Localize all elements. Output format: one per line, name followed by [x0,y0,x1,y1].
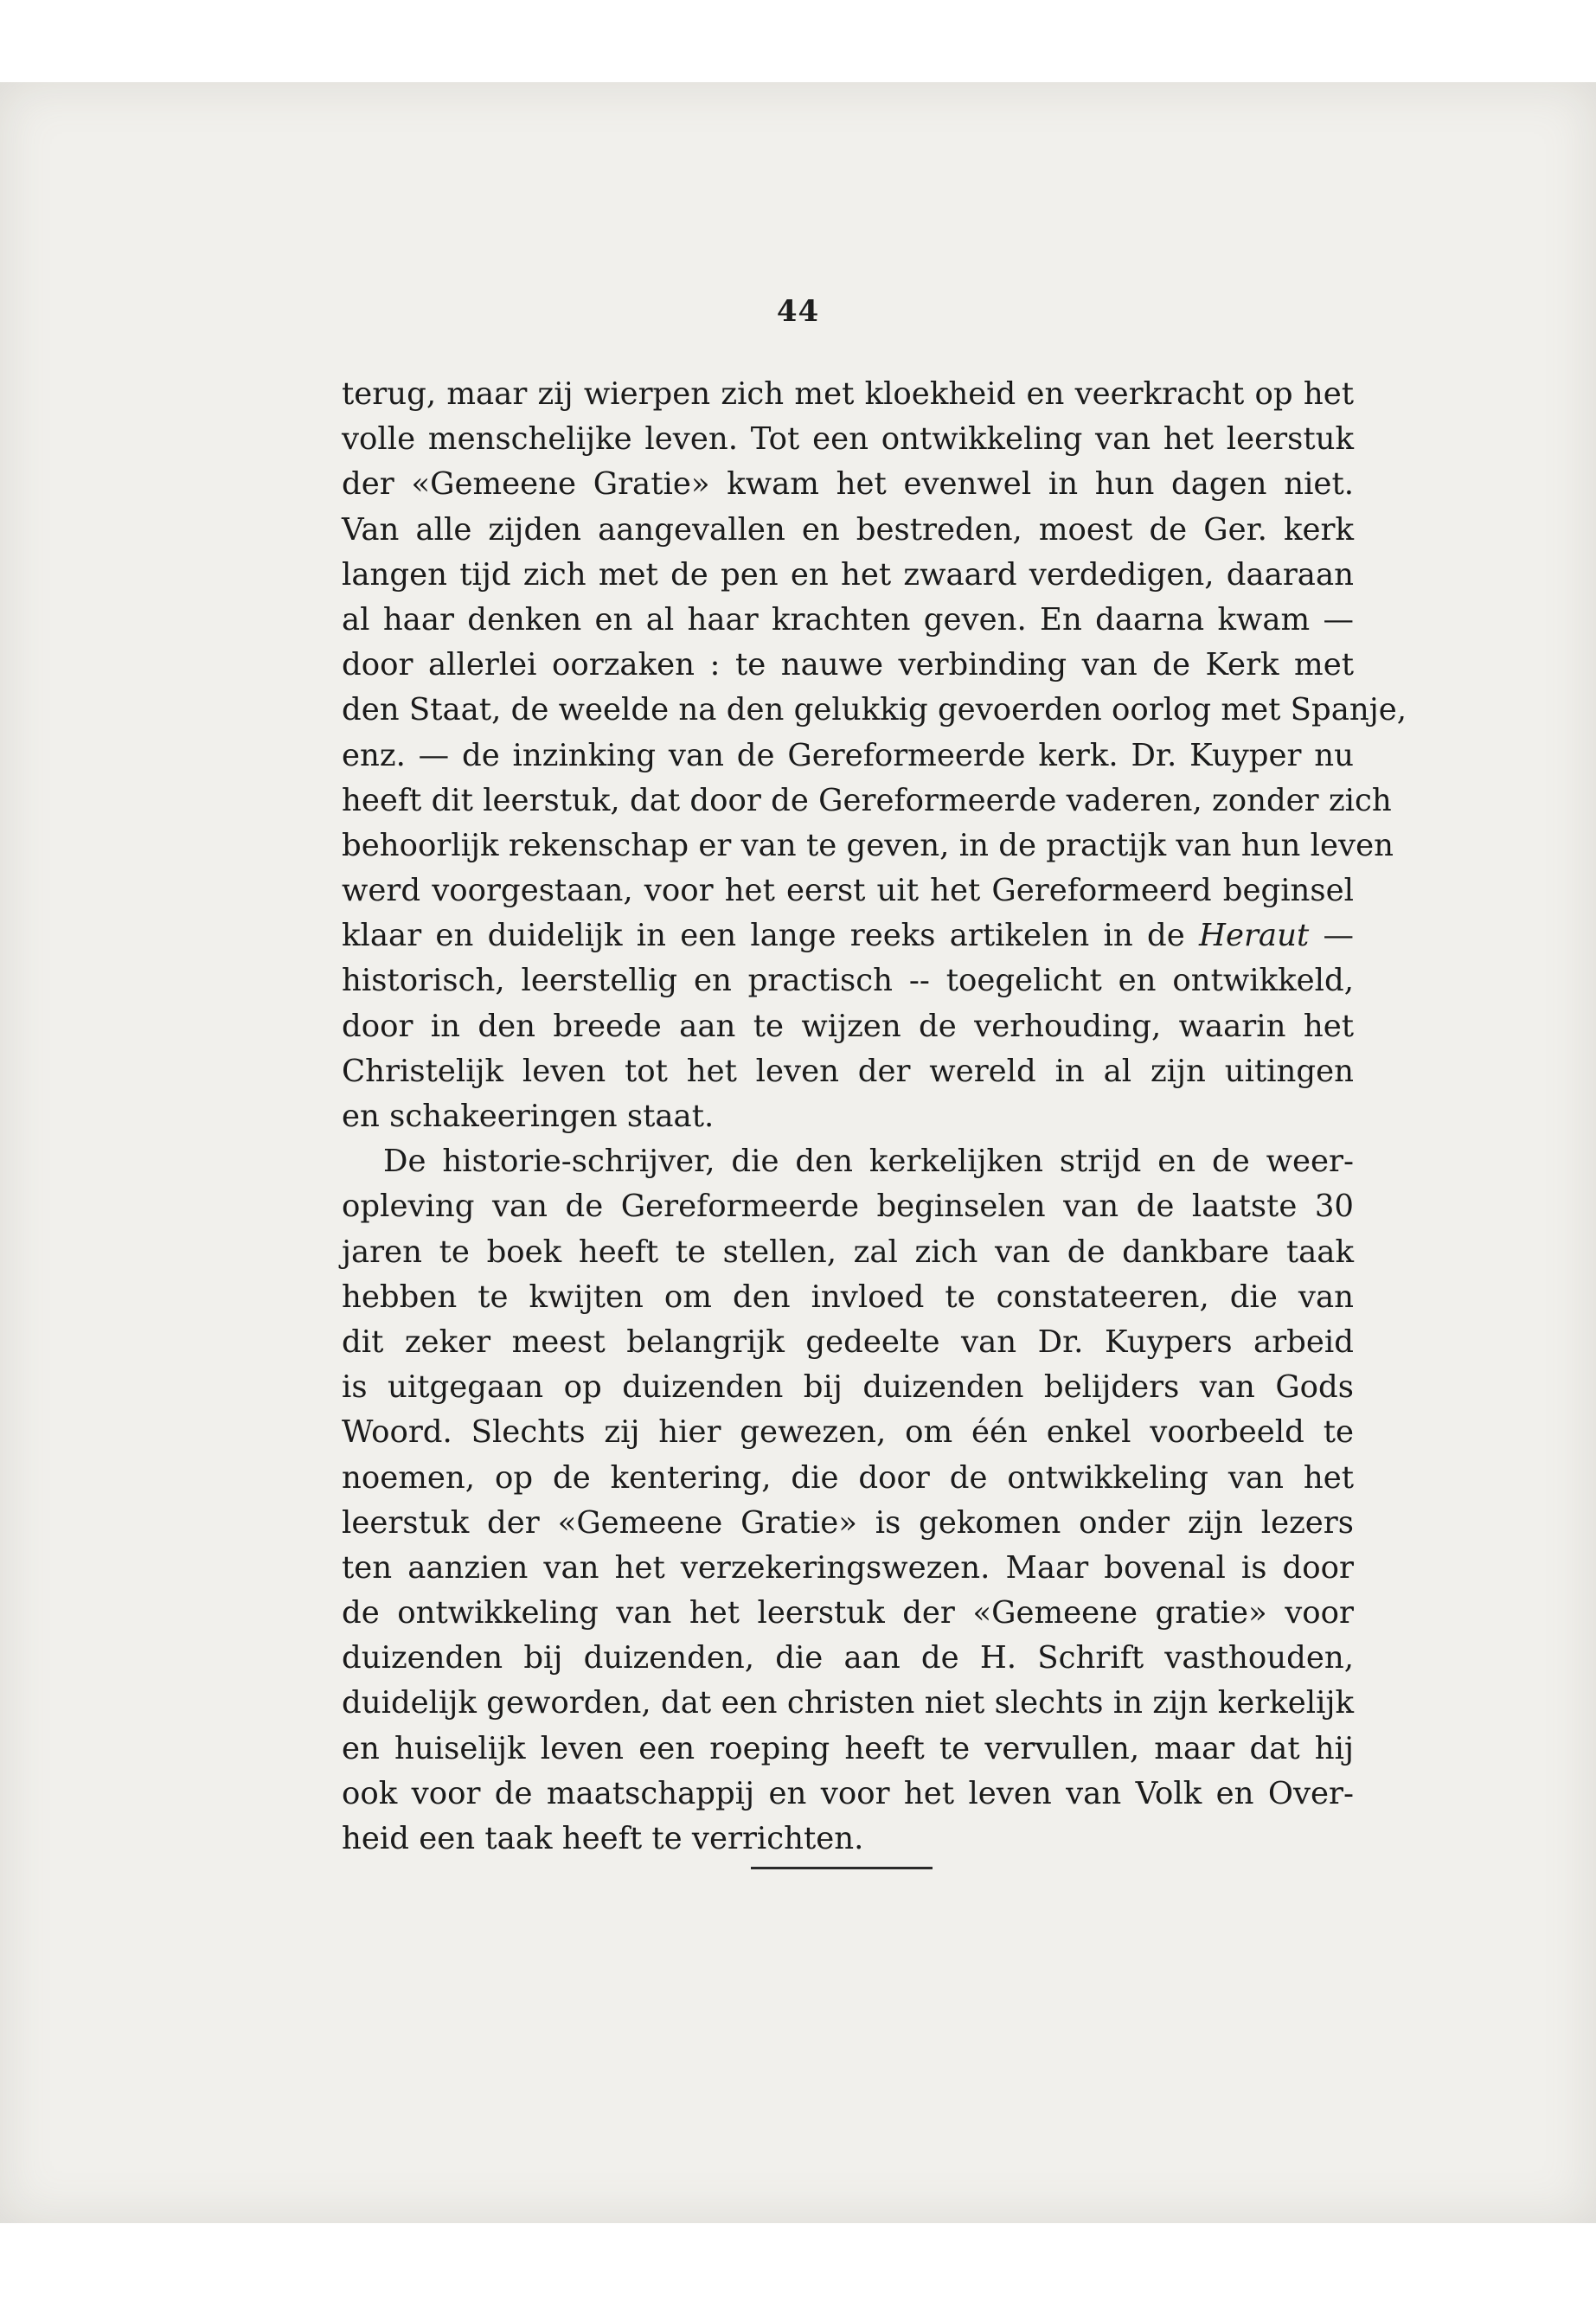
text-line: De historie-schrijver, die den kerkelijken strijd en de weer- [383,1144,1354,1180]
text-line: der «Gemeene Gratie» kwam het evenwel in hun dagen niet. [342,466,1354,503]
text-line: heid een taak heeft te verrichten. [342,1821,864,1856]
end-rule [751,1867,933,1869]
text-line: Christelijk leven tot het leven der wereld in al zijn uitingen [342,1053,1354,1089]
text-line: noemen, op de kentering, die door de ontwikkeling van het [342,1459,1354,1496]
text-line: hebben te kwijten om den invloed te constateeren, die van [342,1279,1354,1315]
text-line: volle menschelijke leven. Tot een ontwikkeling van het leerstuk [342,421,1354,458]
text-line: behoorlijk rekenschap er van te geven, in de practijk van hun leven [342,827,1394,863]
text-line: ten aanzien van het verzekeringswezen. Maar bovenal is door [342,1549,1354,1586]
text-line: en schakeeringen staat. [342,1099,715,1134]
text-line: al haar denken en al haar krachten geven. En daarna kwam — [342,601,1354,638]
text-line: den Staat, de weelde na den gelukkig gevoerden oorlog met Spanje, [342,692,1407,728]
text-line: enz. — de inzinking van de Gereformeerde kerk. Dr. Kuyper nu [342,737,1354,773]
italic-word: Heraut [1198,918,1310,954]
text-line: jaren te boek heeft te stellen, zal zich van de dankbare taak [342,1234,1354,1270]
text-line: leerstuk der «Gemeene Gratie» is gekomen onder zijn lezers [342,1504,1354,1541]
text-line: klaar en duidelijk in een lange reeks artikelen in de Heraut — [342,918,1354,954]
text-line: opleving van de Gereformeerde beginselen van de laatste 30 [342,1189,1354,1225]
text-line: dit zeker meest belangrijk gedeelte van Dr. Kuypers arbeid [342,1324,1354,1360]
text-line: duizenden bij duizenden, die aan de H. Schrift vasthouden, [342,1640,1354,1676]
text-line: Van alle zijden aangevallen en bestreden, moest de Ger. kerk [342,511,1354,548]
text-line: Woord. Slechts zij hier gewezen, om één enkel voorbeeld te [342,1414,1354,1451]
text-line: heeft dit leerstuk, dat door de Gereformeerde vaderen, zonder zich [342,782,1392,818]
text-line: de ontwikkeling van het leerstuk der «Gemeene gratie» voor [342,1595,1354,1631]
text-line: werd voorgestaan, voor het eerst uit het Gereformeerd beginsel [342,873,1354,909]
text-line: en huiselijk leven een roeping heeft te vervullen, maar dat hij [342,1730,1354,1766]
text-line: duidelijk geworden, dat een christen niet slechts in zijn kerkelijk [342,1685,1354,1721]
page-number: 44 [776,294,820,329]
text-line: ook voor de maatschappij en voor het leven van Volk en Over- [342,1775,1354,1811]
text-line: terug, maar zij wierpen zich met kloekheid en veerkracht op het [342,376,1354,412]
body-text [342,372,1407,1862]
text-line: historisch, leerstellig en practisch -- toegelicht en ontwikkeld, [342,963,1354,999]
text-line: door in den breede aan te wijzen de verhouding, waarin het [342,1008,1354,1044]
text-line: is uitgegaan op duizenden bij duizenden belijders van Gods [342,1369,1354,1406]
text-line: door allerlei oorzaken : te nauwe verbinding van de Kerk met [342,647,1354,683]
text-line: langen tijd zich met de pen en het zwaard verdedigen, daaraan [342,556,1354,593]
